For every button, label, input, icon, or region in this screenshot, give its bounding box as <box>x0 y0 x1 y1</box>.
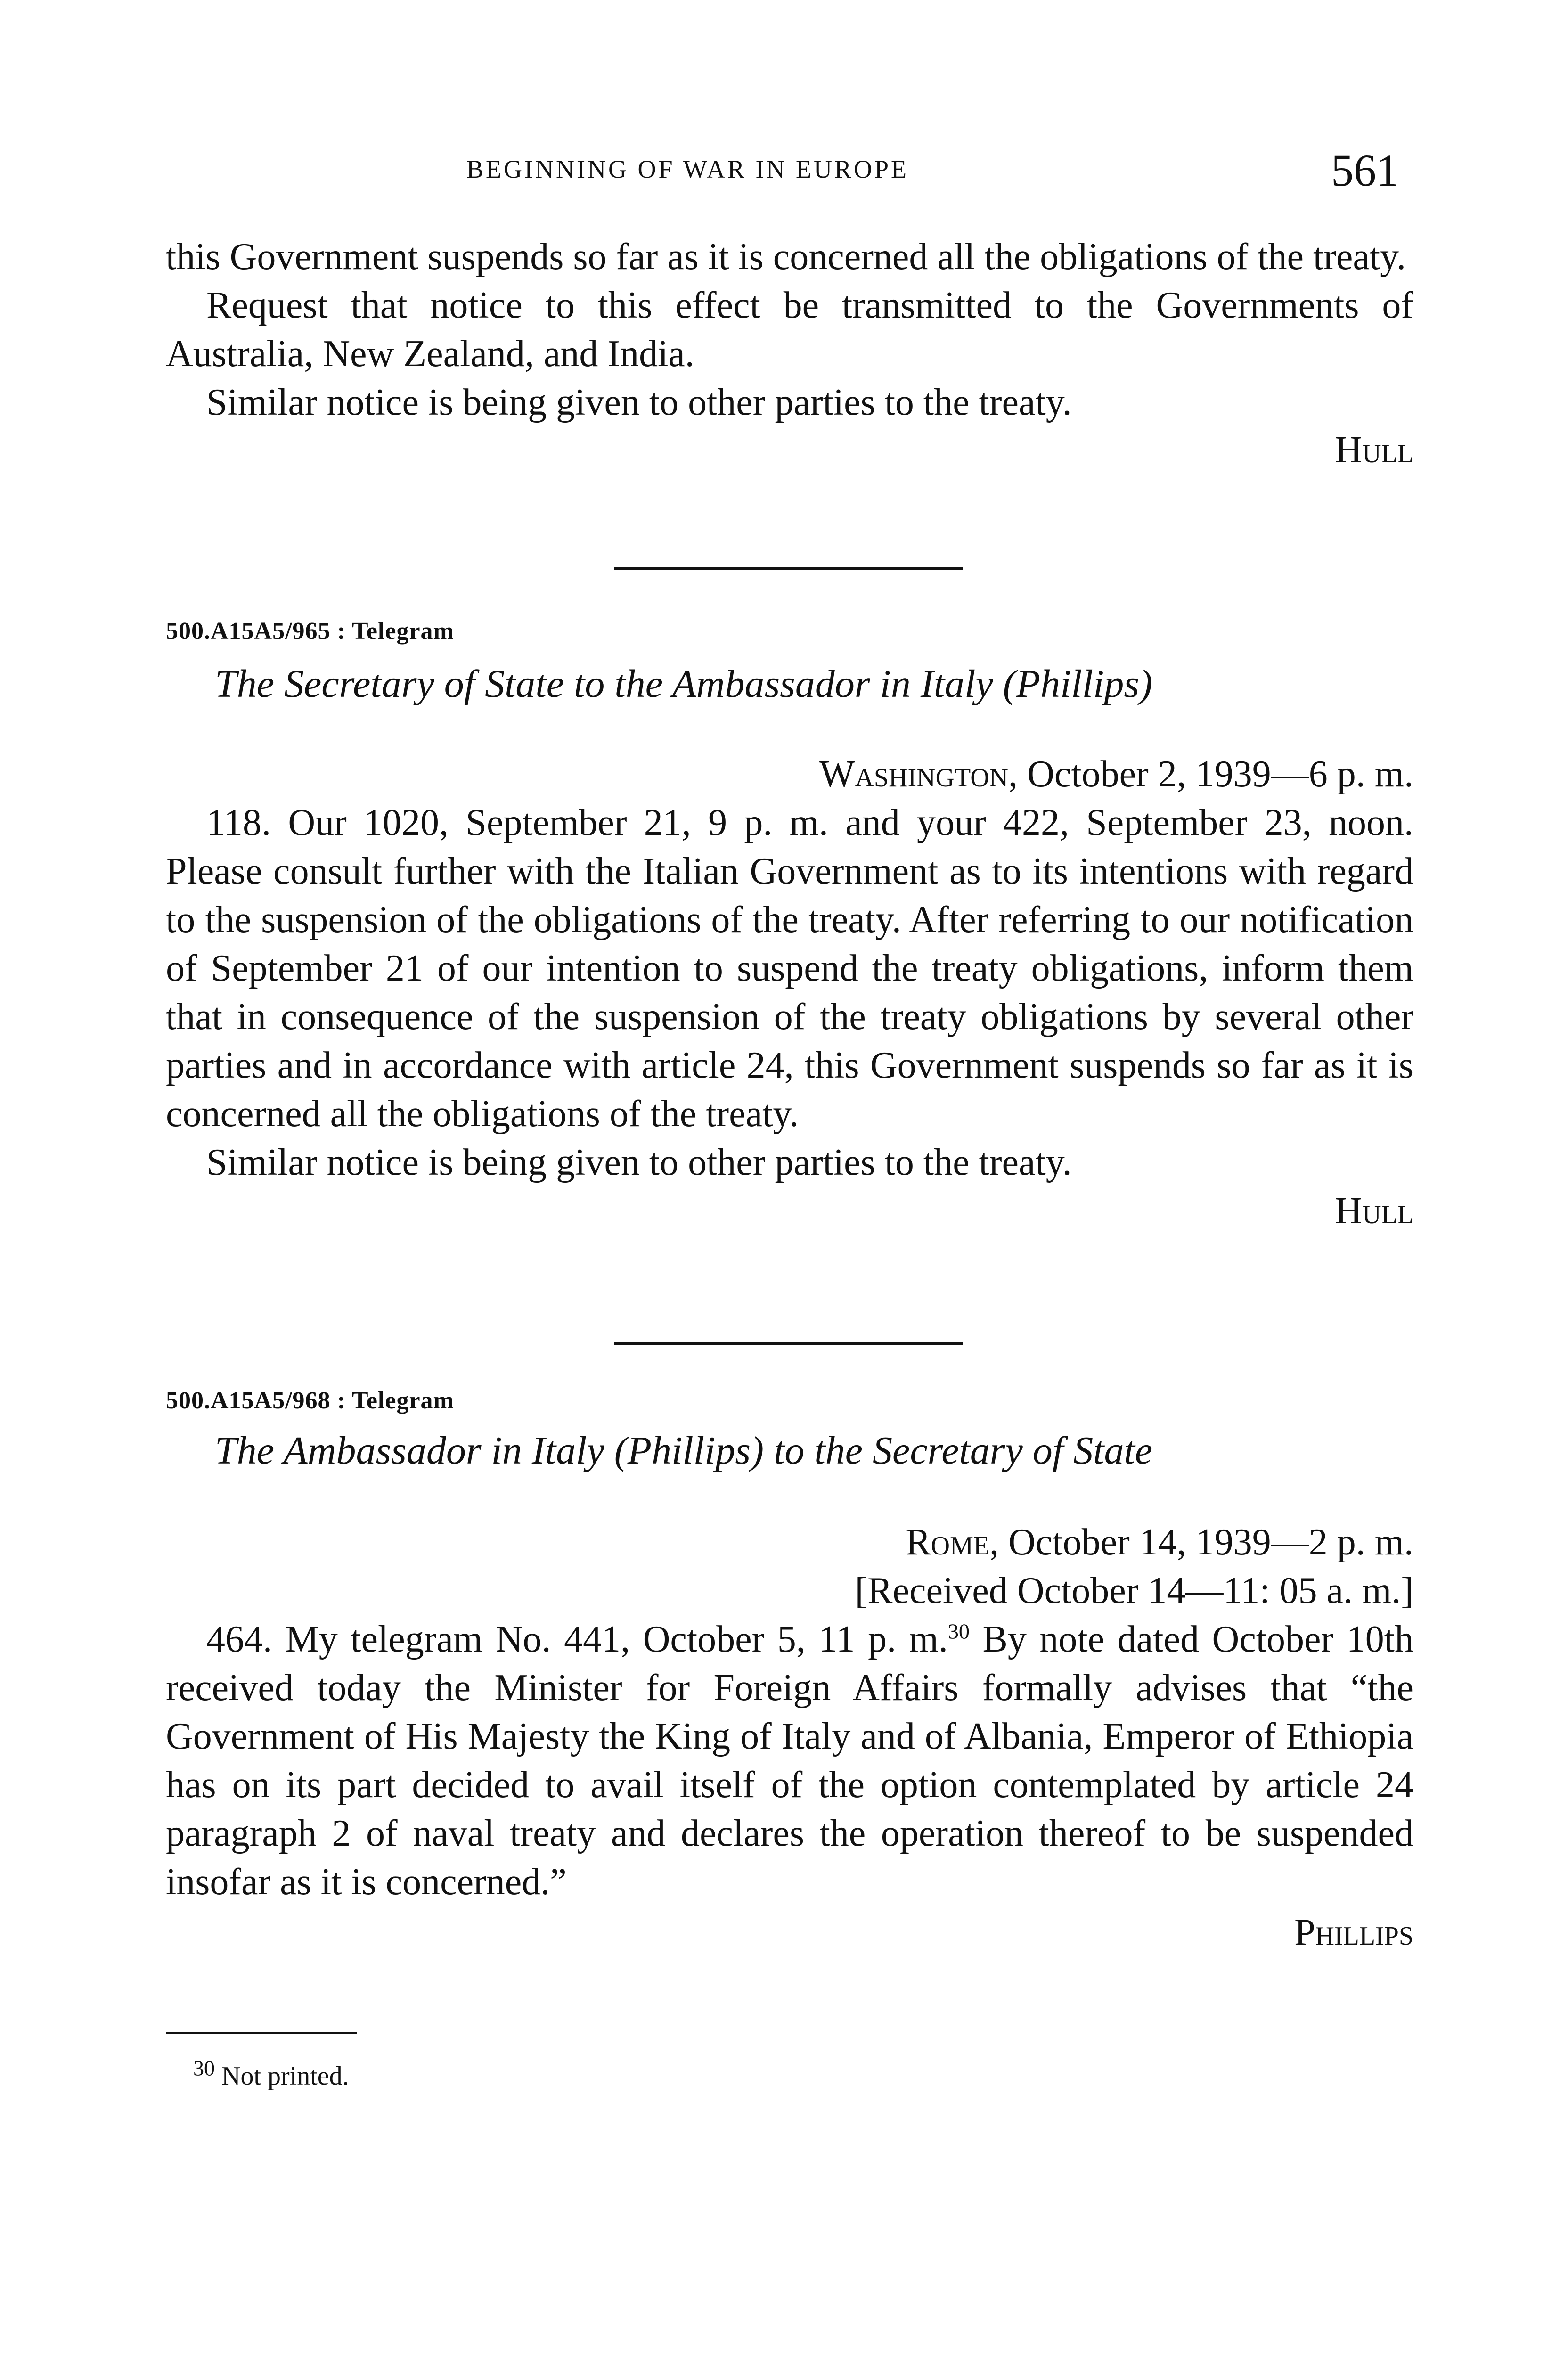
request-paragraph: Request that notice to this effect be transmitted to the Governments of Australia, New Zealand, and India. <box>166 285 1413 375</box>
received-line: [Received October 14—11: 05 a. m.] <box>855 1570 1413 1612</box>
dateline <box>166 1518 1413 1567</box>
telegram-body <box>166 799 1413 1235</box>
continuation-paragraph: this Government suspends so far as it is concerned all the obligations of the treaty. <box>166 236 1406 278</box>
footnote-reference: 30 <box>947 1619 970 1644</box>
telegram-body <box>166 1615 1413 1957</box>
running-header <box>0 145 1568 197</box>
telegram-text-rest: By note dated October 10th received today the Minister for Foreign Affairs formally advises that “the Government of His Majesty the King of Italy and of Albania, Emperor of Ethiopia has on its part decided to avail itself of the option contemplated by article 24 paragraph 2 of naval treaty and declares the operation thereof to be suspended insofar as it is concerned.” <box>166 1619 1414 1903</box>
footnote-text: Not printed. <box>221 2062 349 2091</box>
signature-hull: Hull <box>1335 429 1413 471</box>
file-reference: 500.A15A5/968 : Telegram <box>166 1387 454 1414</box>
telegram-text-start: 464. My telegram No. 441, October 5, 11 p. m. <box>206 1619 948 1660</box>
continuation-block <box>166 233 1413 474</box>
dateline-date: , October 14, 1939—2 p. m. <box>989 1522 1413 1563</box>
document-heading: The Secretary of State to the Ambassador in Italy (Phillips) <box>215 662 1153 706</box>
footnote-divider <box>166 2032 357 2034</box>
dateline-place: Rome <box>906 1522 990 1563</box>
dateline <box>166 750 1413 799</box>
footnote-marker: 30 <box>193 2056 215 2080</box>
signature-phillips: Phillips <box>1294 1912 1413 1953</box>
page-number: 561 <box>1331 145 1399 196</box>
similar-notice-paragraph: Similar notice is being given to other parties to the treaty. <box>206 382 1072 423</box>
telegram-paragraph: 118. Our 1020, September 21, 9 p. m. and your 422, September 23, noon. Please consult further with the Italian Government as to its intentions with regard to the suspension of the obligations of the treaty. After referring to our notification of September 21 of our intention to suspend the treaty obligations, inform them that in consequence of the suspension of the treaty obligations by several other parties and in accordance with article 24, this Government suspends so far as it is concerned all the obligations of the treaty. <box>166 802 1413 1135</box>
dateline-place: Washington <box>819 753 1009 795</box>
similar-notice-paragraph: Similar notice is being given to other parties to the treaty. <box>206 1142 1072 1183</box>
running-title: BEGINNING OF WAR IN EUROPE <box>466 155 909 183</box>
dateline-date: , October 2, 1939—6 p. m. <box>1008 753 1413 795</box>
signature-hull: Hull <box>1335 1190 1413 1232</box>
document-heading: The Ambassador in Italy (Phillips) to the Secretary of State <box>215 1429 1153 1472</box>
section-divider <box>614 1342 963 1345</box>
footnote <box>193 2056 349 2091</box>
file-reference: 500.A15A5/965 : Telegram <box>166 618 454 645</box>
section-divider <box>614 567 963 570</box>
telegram-paragraph <box>166 1615 1413 1906</box>
